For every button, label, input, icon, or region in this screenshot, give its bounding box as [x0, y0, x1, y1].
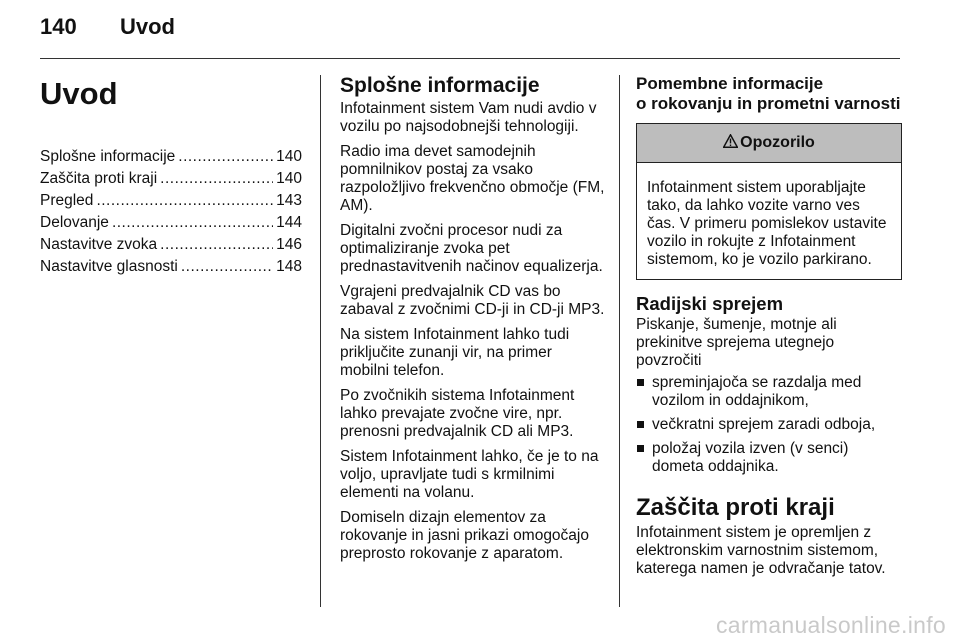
safety-column: [636, 74, 902, 585]
toc-entry-page: 148: [276, 258, 302, 275]
paragraph: Na sistem Infotainment lahko tudi priključite zunanji vir, na primer mobilni telefon.: [340, 326, 570, 379]
radio-paragraph: Piskanje, šumenje, motnje ali prekinitve sprejema utegnejo povzročiti: [636, 316, 837, 369]
toc-entry[interactable]: [40, 236, 302, 254]
list-item: položaj vozila izven (v senci) dometa oddajnika.: [636, 440, 902, 476]
toc-entry-page: 146: [276, 236, 302, 253]
toc-dot-leader: [178, 148, 273, 166]
table-of-contents: [40, 148, 302, 276]
paragraph: Domiseln dizajn elementov za rokovanje in jasni prikazi omogočajo preprosto rokovanje z aparatom.: [340, 509, 589, 562]
warning-title: Opozorilo: [740, 134, 815, 151]
list-item: večkratni sprejem zaradi odboja,: [636, 416, 902, 434]
paragraph: Infotainment sistem Vam nudi avdio v vozilu po najsodobnejši tehnologiji.: [340, 100, 597, 135]
paragraph: Sistem Infotainment lahko, če je to na voljo, upravljate tudi s krmilnimi elementi na volanu.: [340, 448, 599, 501]
toc-entry[interactable]: [40, 258, 302, 276]
general-info-column: [340, 74, 605, 570]
warning-header: [637, 124, 901, 163]
toc-dot-leader: [96, 192, 273, 210]
toc-dot-leader: [160, 170, 273, 188]
paragraph: Vgrajeni predvajalnik CD vas bo zabaval z zvočnimi CD-ji in CD-ji MP3.: [340, 283, 605, 318]
toc-entry[interactable]: [40, 192, 302, 210]
subsection-heading: [636, 74, 902, 114]
subsection-heading-line1: Pomembne informacije: [636, 74, 824, 93]
toc-column: [40, 74, 302, 280]
subsection-heading-line2: o rokovanju in prometni varnosti: [636, 94, 901, 113]
toc-entry-title: Nastavitve glasnosti: [40, 258, 178, 275]
toc-entry[interactable]: [40, 148, 302, 166]
toc-entry-title: Nastavitve zvoka: [40, 236, 158, 253]
toc-entry-page: 140: [276, 170, 302, 187]
paragraph: Radio ima devet samodejnih pomnilnikov postaj za vsako razpoložljivo frekvenčno območje (FM, AM).: [340, 143, 605, 214]
chapter-title: Uvod: [40, 76, 118, 111]
toc-entry-title: Delovanje: [40, 214, 109, 231]
page-number: 140: [40, 14, 77, 39]
warning-triangle-icon: [723, 124, 738, 162]
toc-entry-title: Zaščita proti kraji: [40, 170, 158, 187]
radio-heading: Radijski sprejem: [636, 293, 784, 314]
column-divider-2: [619, 75, 620, 607]
paragraph: Po zvočnikih sistema Infotainment lahko prevajate zvočne vire, npr. prenosni predvajalnik CD ali MP3.: [340, 387, 575, 440]
warning-box: [636, 123, 902, 280]
section-heading: Splošne informacije: [340, 74, 540, 97]
column-divider-1: [320, 75, 321, 607]
paragraph: Digitalni zvočni procesor nudi za optimaliziranje zvoka pet prednastavitvenih načinov equalizerja.: [340, 222, 603, 275]
toc-entry[interactable]: [40, 214, 302, 232]
site-watermark: carmanualsonline.info: [715, 612, 946, 638]
toc-entry-page: 140: [276, 148, 302, 165]
header-divider: [40, 58, 900, 59]
bullet-list: [636, 374, 902, 476]
toc-dot-leader: [112, 214, 273, 232]
theft-paragraph: Infotainment sistem je opremljen z elektronskim varnostnim sistemom, katerega namen je odvračanje tatov.: [636, 524, 886, 577]
warning-text: Infotainment sistem uporabljajte tako, da lahko vozite varno ves čas. V primeru pomislekov ustavite vozilo in rokujte z Infotainment sistemom, ko je vozilo parkirano.: [647, 179, 887, 268]
header-section-title: Uvod: [120, 14, 175, 39]
toc-dot-leader: [160, 236, 273, 254]
toc-entry-page: 143: [276, 192, 302, 209]
toc-entry[interactable]: [40, 170, 302, 188]
toc-entry-page: 144: [276, 214, 302, 231]
toc-dot-leader: [181, 258, 273, 276]
list-item: spreminjajoča se razdalja med vozilom in oddajnikom,: [636, 374, 902, 410]
toc-entry-title: Pregled: [40, 192, 94, 209]
theft-heading: Zaščita proti kraji: [636, 494, 835, 521]
toc-entry-title: Splošne informacije: [40, 148, 176, 165]
